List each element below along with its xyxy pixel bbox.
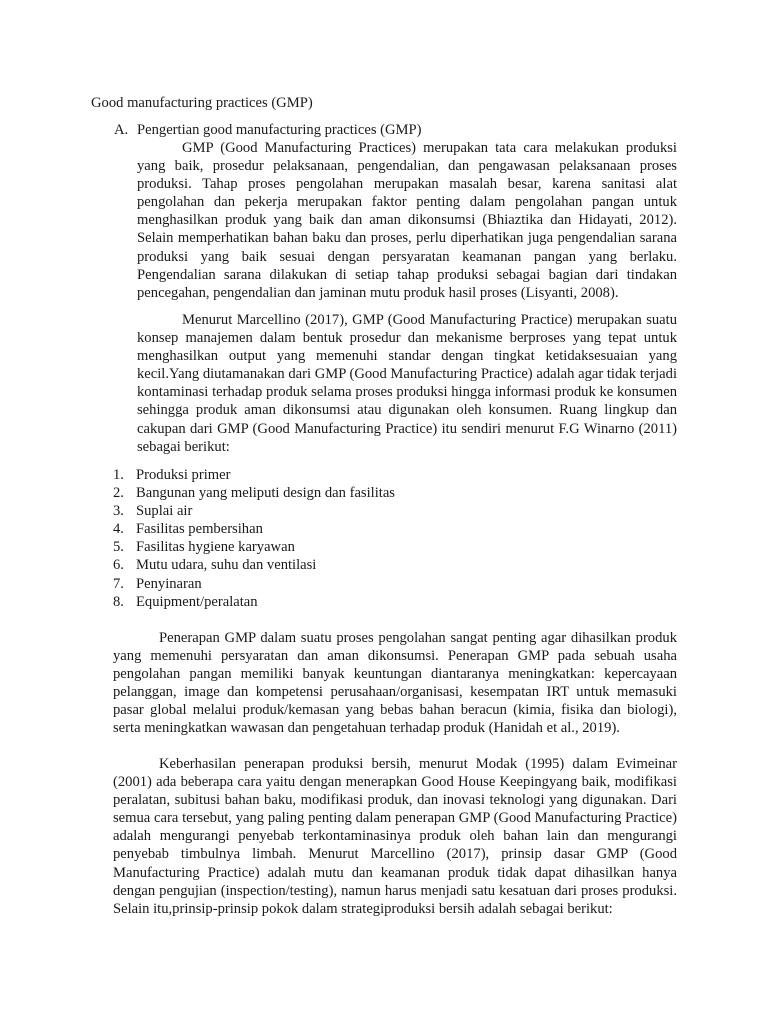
list-item-number: 4.: [113, 521, 124, 538]
paragraph-marcellino-scope: Menurut Marcellino (2017), GMP (Good Manufacturing Practice) merupakan suatu konsep manajemen dalam bentuk prosedur dan mekanisme berproses yang tepat untuk menghasilkan output yang memenuhi standar dengan tingkat ketidaksesuaian yang kecil.Yang diutamanakan dari GMP (Good Manufacturing Practice) adalah agar tidak terjadi kontaminasi terhadap produk selama proses produksi hingga informasi produk ke konsumen sehingga produk aman dikonsumsi atau digunakan oleh konsumen. Ruang lingkup dan cakupan dari GMP (Good Manufacturing Practice) itu sendiri menurut F.G Winarno (2011) sebagai berikut:: [137, 312, 677, 455]
paragraph-gmp-application: Penerapan GMP dalam suatu proses pengolahan sangat penting agar dihasilkan produk yang memenuhi persyaratan dan aman dikonsumsi. Penerapan GMP pada sebuah usaha pengolahan pangan memiliki banyak keuntungan diantaranya meningkatkan: kepercayaan pelanggan, image dan kompetensi perusahaan/organisasi, kesempatan IRT untuk memasuki pasar global melalui produk/kemasan yang bebas bahan beracun (kimia, fisika dan biologi), serta meningkatkan wawasan dan pengetahuan terhadap produk (Hanidah et al., 2019).: [113, 630, 677, 737]
list-item: [113, 466, 395, 484]
list-item: [113, 484, 395, 502]
list-item: [113, 593, 395, 611]
document-title: Good manufacturing practices (GMP): [91, 95, 313, 111]
list-item: [113, 575, 395, 593]
list-item-number: 7.: [113, 575, 124, 592]
paragraph-gmp-definition: GMP (Good Manufacturing Practices) merupakan tata cara melakukan produksi yang baik, prosedur pelaksanaan, pengendalian, dan pengawasan pelaksanaan proses produksi. Tahap proses pengolahan merupakan masalah besar, karena sanitasi alat pengolahan dan pekerja merupakan faktor penting dalam pengolahan pangan untuk menghasilkan produk yang baik dan aman dikonsumsi (Bhiaztika dan Hidayati, 2012). Selain memperhatikan bahan baku dan proses, perlu diperhatikan juga pengendalian sarana produksi yang baik sesuai dengan persyaratan keamanan pangan yang berlaku. Pengendalian sarana dilakukan di setiap tahap produksi sebagai bagian dari tindakan pencegahan, pengendalian dan jaminan mutu produk hasil proses (Lisyanti, 2008).: [137, 140, 677, 301]
list-item-number: 3.: [113, 503, 124, 520]
list-item-text: Mutu udara, suhu dan ventilasi: [136, 557, 317, 574]
list-item-text: Produksi primer: [136, 467, 231, 483]
list-item-text: Equipment/peralatan: [136, 593, 258, 610]
list-item: [113, 520, 395, 538]
list-item-number: 5.: [113, 539, 124, 556]
list-item-number: 2.: [113, 485, 124, 502]
gmp-scope-list: [113, 466, 395, 611]
list-item-text: Fasilitas pembersihan: [136, 521, 263, 538]
list-item-number: 1.: [113, 467, 124, 483]
list-item-text: Suplai air: [136, 503, 193, 520]
list-item-text: Penyinaran: [136, 575, 202, 592]
list-item: [113, 502, 395, 520]
section-heading: [114, 121, 422, 139]
list-item: [113, 538, 395, 556]
list-item: [113, 556, 395, 574]
paragraph-clean-production: Keberhasilan penerapan produksi bersih, menurut Modak (1995) dalam Evimeinar (2001) ada beberapa cara yaitu dengan menerapkan Good House Keepingyang baik, modifikasi peralatan, subitusi bahan baku, modifikasi produk, dan inovasi teknologi yang digunakan. Dari semua cara tersebut, yang paling penting dalam penerapan GMP (Good Manufacturing Practice) adalah mengurangi penyebab terkontaminasinya produk oleh bahan lain dan mengurangi penyebab timbulnya limbah. Menurut Marcellino (2017), prinsip dasar GMP (Good Manufacturing Practice) adalah mutu dan keamanan produk tidak dapat dihasilkan hanya dengan pengujian (inspection/testing), namun harus menjadi satu kesatuan dari proses produksi. Selain itu,prinsip-prinsip pokok dalam strategiproduksi bersih adalah sebagai berikut:: [113, 756, 677, 917]
list-item-text: Bangunan yang meliputi design dan fasilitas: [136, 485, 395, 502]
list-item-number: 6.: [113, 557, 124, 574]
list-item-text: Fasilitas hygiene karyawan: [136, 539, 295, 556]
section-letter: A.: [114, 122, 129, 138]
section-heading-text: Pengertian good manufacturing practices (GMP): [137, 122, 422, 138]
list-item-number: 8.: [113, 593, 124, 610]
